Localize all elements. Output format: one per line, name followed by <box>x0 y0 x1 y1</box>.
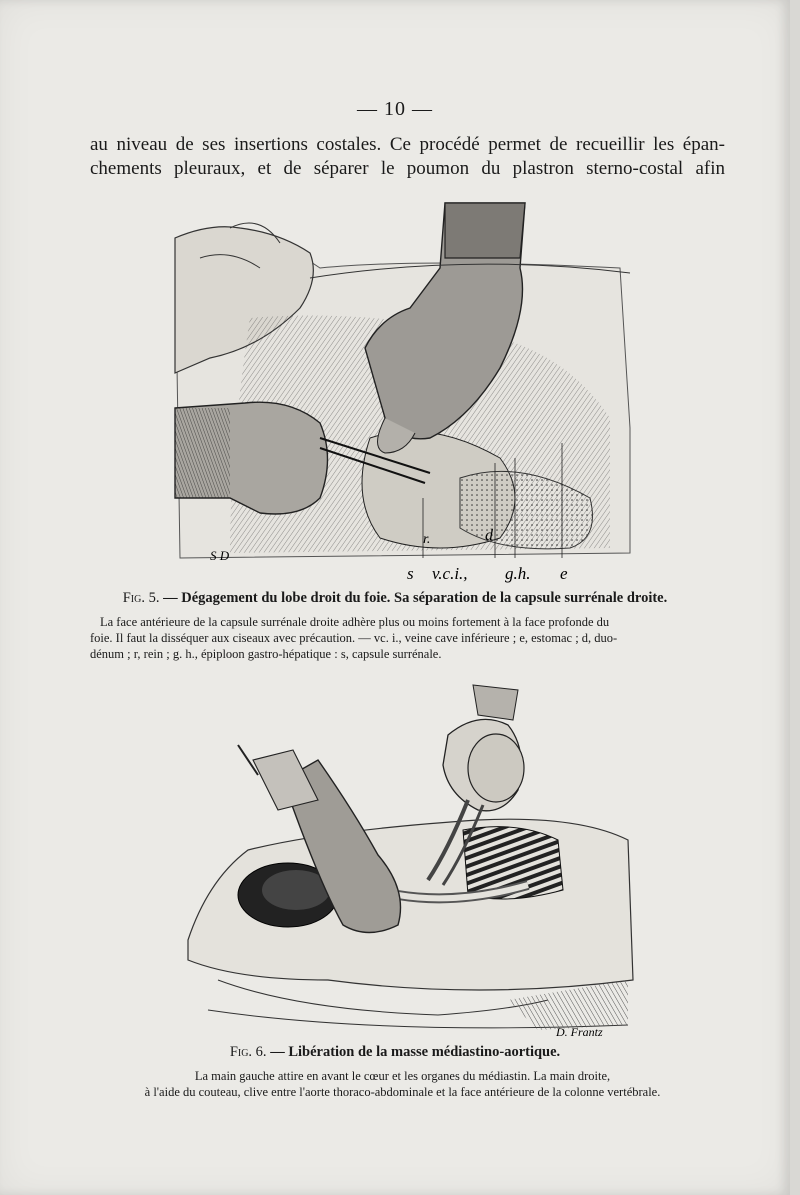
figure-5-caption-line: La face antérieure de la capsule surrénale droite adhère plus ou moins fortement à la face profonde du <box>100 615 610 629</box>
figure-6-engraving <box>178 680 638 1040</box>
figure-6-caption-line: à l'aide du couteau, clive entre l'aorte thoraco-abdominale et la face antérieure de la colonne vertébrale. <box>144 1085 661 1099</box>
page-number: — 10 — <box>357 98 433 120</box>
figure-5-title: — Dégagement du lobe droit du foie. Sa séparation de la capsule surrénale droite. <box>163 590 668 606</box>
figure-5-label-e: e <box>560 564 568 583</box>
figure-6-signature: D. Frantz <box>556 1025 603 1039</box>
intro-paragraph <box>90 133 725 181</box>
figure-5-label-r: r. <box>423 532 431 547</box>
figure-5-label-vci: v.c.i., <box>432 564 468 583</box>
figure-5-caption-line: dénum ; r, rein ; g. h., épiploon gastro-hépatique : s, capsule surrénale. <box>90 647 442 661</box>
figure-5-caption-line: foie. Il faut la disséquer aux ciseaux avec précaution. — vc. i., veine cave inférieure ; e, estomac ; d, duo- <box>90 631 618 645</box>
figure-6-illustration <box>178 680 638 1040</box>
figure-6-caption-body <box>80 1068 725 1100</box>
figure-6-title: — Libération de la masse médiastino-aortique. <box>270 1044 561 1060</box>
figure-6-caption-line: La main gauche attire en avant le cœur et les organes du médiastin. La main droite, <box>194 1069 611 1083</box>
figure-6-number: Fig. 6. <box>229 1044 267 1060</box>
figure-5-label-sd: S D <box>210 548 230 563</box>
figure-5-illustration <box>170 198 640 583</box>
figure-5-label-d: d <box>485 527 493 544</box>
intro-line: chements pleuraux, et de séparer le poumon du plastron sterno-costal afin <box>90 158 725 179</box>
figure-5-label-s: s <box>407 564 414 583</box>
intro-line: au niveau de ses insertions costales. Ce procédé permet de recueillir les épan- <box>90 134 725 155</box>
figure-5-caption-title <box>0 590 790 607</box>
figure-5-number: Fig. 5. <box>122 590 160 606</box>
figure-6-caption-title <box>0 1044 790 1061</box>
figure-5-caption-body <box>90 614 722 662</box>
figure-5-label-gh: g.h. <box>505 564 531 583</box>
figure-5-engraving <box>170 198 640 583</box>
